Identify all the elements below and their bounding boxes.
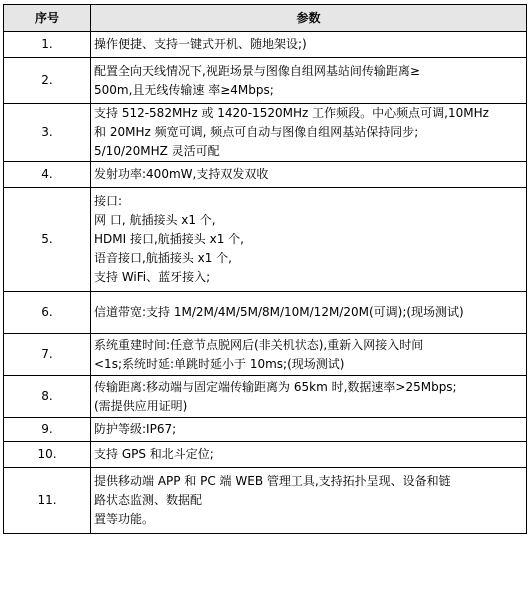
parameter-line: 500m,且无线传输速 率≥4Mbps; — [94, 82, 274, 97]
row-index: 1. — [4, 32, 91, 58]
row-index: 9. — [4, 418, 91, 442]
row-parameter — [91, 32, 527, 58]
table-row — [4, 468, 527, 534]
table-row — [4, 162, 527, 188]
parameter-line: 置等功能。 — [94, 512, 155, 526]
row-parameter — [91, 442, 527, 468]
row-index: 3. — [4, 104, 91, 162]
table-row — [4, 292, 527, 334]
parameter-line: 配置全向天线情况下,视距场景与图像自组网基站间传输距离≥ — [94, 63, 420, 78]
table-row — [4, 32, 527, 58]
parameter-line: 操作便捷、支持一键式开机、随地架设;) — [94, 37, 307, 51]
spec-table-container — [3, 4, 526, 534]
row-parameter — [91, 58, 527, 104]
row-index: 2. — [4, 58, 91, 104]
parameter-line: 语音接口,航插接头 x1 个, — [94, 251, 232, 265]
row-index: 4. — [4, 162, 91, 188]
row-index: 6. — [4, 292, 91, 334]
row-parameter — [91, 334, 527, 376]
row-index: 5. — [4, 188, 91, 292]
parameter-line: 防护等级:IP67; — [94, 422, 177, 436]
parameter-line: 支持 WiFi、蓝牙接入; — [94, 270, 211, 284]
table-body — [4, 32, 527, 534]
row-parameter — [91, 104, 527, 162]
spec-table — [3, 4, 527, 534]
table-row — [4, 334, 527, 376]
parameter-line: 接口: — [94, 194, 123, 208]
table-row — [4, 376, 527, 418]
table-row — [4, 188, 527, 292]
parameter-line: 系统重建时间:任意节点脱网后(非关机状态),重新入网接入时间 — [94, 337, 424, 352]
parameter-line: 5/10/20MHZ 灵活可配 — [94, 144, 220, 158]
row-parameter — [91, 162, 527, 188]
parameter-line: 传输距离:移动端与固定端传输距离为 65km 时,数据速率>25Mbps; — [94, 379, 457, 394]
row-index: 7. — [4, 334, 91, 376]
row-parameter — [91, 468, 527, 534]
parameter-line: 发射功率:400mW,支持双发双收 — [94, 167, 269, 181]
row-index: 8. — [4, 376, 91, 418]
row-parameter — [91, 418, 527, 442]
row-parameter — [91, 188, 527, 292]
parameter-line: (需提供应用证明) — [94, 398, 188, 413]
row-index: 10. — [4, 442, 91, 468]
table-row — [4, 104, 527, 162]
parameter-line: 提供移动端 APP 和 PC 端 WEB 管理工具,支持拓扑呈现、设备和链 — [94, 474, 451, 488]
table-row — [4, 58, 527, 104]
parameter-line: 路状态监测、数据配 — [94, 493, 203, 507]
row-index: 11. — [4, 468, 91, 534]
row-parameter — [91, 292, 527, 334]
parameter-line: 支持 512-582MHz 或 1420-1520MHz 工作频段。中心频点可调,10MHz — [94, 106, 489, 120]
header-params: 参数 — [91, 5, 527, 32]
parameter-line: HDMI 接口,航插接头 x1 个, — [94, 232, 244, 246]
header-index: 序号 — [4, 5, 91, 32]
table-row — [4, 418, 527, 442]
row-parameter — [91, 376, 527, 418]
parameter-line: 网 口, 航插接头 x1 个, — [94, 213, 216, 227]
parameter-line: 和 20MHz 频宽可调, 频点可自动与图像自组网基站保持同步; — [94, 125, 419, 139]
parameter-line: <1s;系统时延:单跳时延小于 10ms;(现场测试) — [94, 356, 345, 371]
parameter-line: 信道带宽:支持 1M/2M/4M/5M/8M/10M/12M/20M(可调);(现场测试) — [94, 305, 464, 319]
parameter-line: 支持 GPS 和北斗定位; — [94, 447, 214, 461]
table-row — [4, 442, 527, 468]
header-row — [4, 5, 527, 32]
